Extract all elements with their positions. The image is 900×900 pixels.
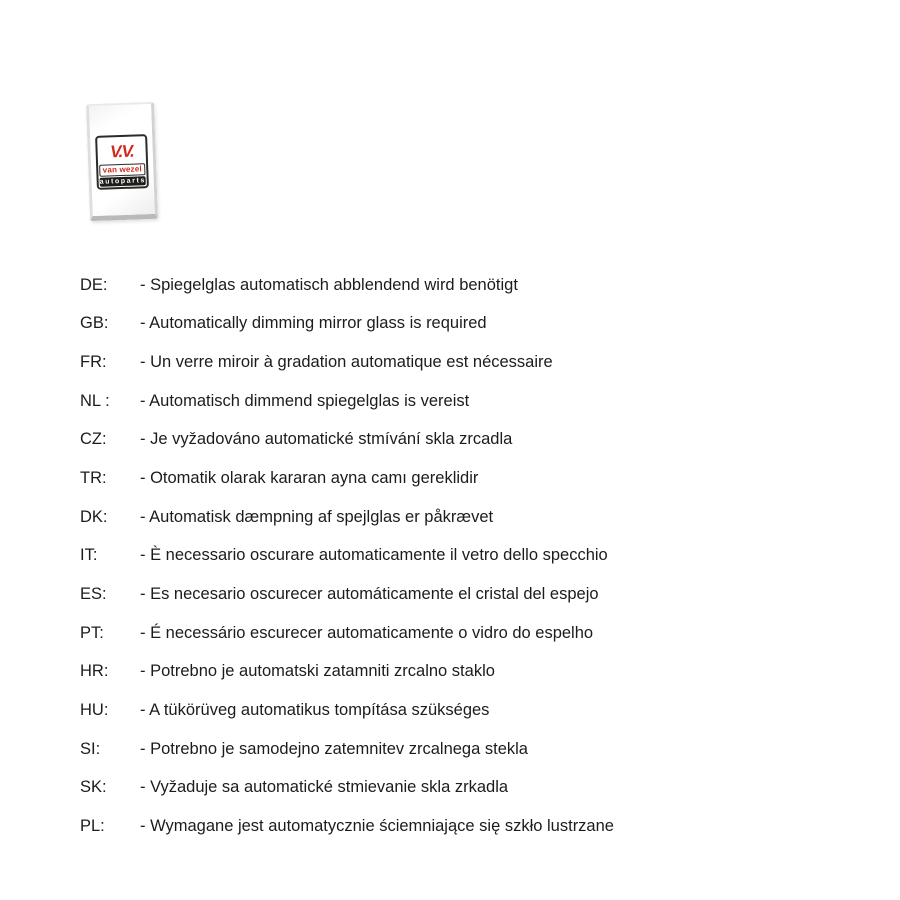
translation-row: [80, 343, 820, 382]
translation-text: - Vyžaduje sa automatické stmievanie skla zrkadla: [140, 778, 509, 797]
language-code: ES:: [80, 584, 107, 603]
translation-row: [80, 807, 820, 846]
brand-sub-label: autoparts: [99, 177, 147, 186]
translation-row: [80, 536, 820, 575]
language-code: FR:: [80, 353, 107, 372]
language-code: NL :: [80, 391, 110, 410]
language-code: SI:: [80, 739, 101, 758]
language-code: DK:: [80, 507, 108, 526]
language-code: GB:: [80, 314, 109, 333]
van-wezel-mark-icon: V.V.: [109, 141, 134, 162]
translation-text: - Automatisch dimmend spiegelglas is vereist: [140, 391, 470, 410]
translation-row: [80, 730, 820, 769]
translation-text: - Un verre miroir à gradation automatique est nécessaire: [140, 353, 553, 372]
translation-row: [80, 459, 820, 498]
translation-text: - A tükörüveg automatikus tompítása szükséges: [140, 700, 490, 719]
translation-text: - Potrebno je samodejno zatemnitev zrcalnega stekla: [140, 739, 528, 758]
van-wezel-logo: [95, 134, 149, 190]
language-code: SK:: [80, 778, 107, 797]
translation-row: [80, 498, 820, 537]
translation-text: - Otomatik olarak kararan ayna camı gereklidir: [140, 469, 479, 488]
translation-text: - È necessario oscurare automaticamente il vetro dello specchio: [140, 546, 608, 565]
brand-logo-card: [86, 102, 158, 221]
language-code: PT:: [80, 623, 104, 642]
translation-row: [80, 614, 820, 653]
translation-text: - Automatisk dæmpning af spejlglas er påkrævet: [140, 507, 494, 526]
language-code: TR:: [80, 469, 107, 488]
language-code: HU:: [80, 700, 109, 719]
language-code: DE:: [80, 275, 108, 294]
language-code: PL:: [80, 816, 105, 835]
translation-row: [80, 266, 820, 305]
translation-text: - Es necesario oscurecer automáticamente el cristal del espejo: [140, 584, 599, 603]
translation-row: [80, 305, 820, 344]
translation-text: - Automatically dimming mirror glass is required: [140, 314, 487, 333]
language-code: IT:: [80, 546, 98, 565]
translation-text: - Wymagane jest automatycznie ściemniające się szkło lustrzane: [140, 816, 614, 835]
translation-row: [80, 652, 820, 691]
translation-text: - Je vyžadováno automatické stmívání skla zrcadla: [140, 430, 513, 449]
translation-row: [80, 691, 820, 730]
translation-row: [80, 382, 820, 421]
brand-name-label: van wezel: [99, 163, 145, 177]
language-code: CZ:: [80, 430, 107, 449]
translations-list: [80, 266, 820, 846]
translation-row: [80, 575, 820, 614]
translation-row: [80, 768, 820, 807]
translation-text: - É necessário escurecer automaticamente o vidro do espelho: [140, 623, 594, 642]
translation-text: - Potrebno je automatski zatamniti zrcalno staklo: [140, 662, 495, 681]
translation-text: - Spiegelglas automatisch abblendend wird benötigt: [140, 275, 518, 294]
language-code: HR:: [80, 662, 109, 681]
translation-row: [80, 421, 820, 460]
